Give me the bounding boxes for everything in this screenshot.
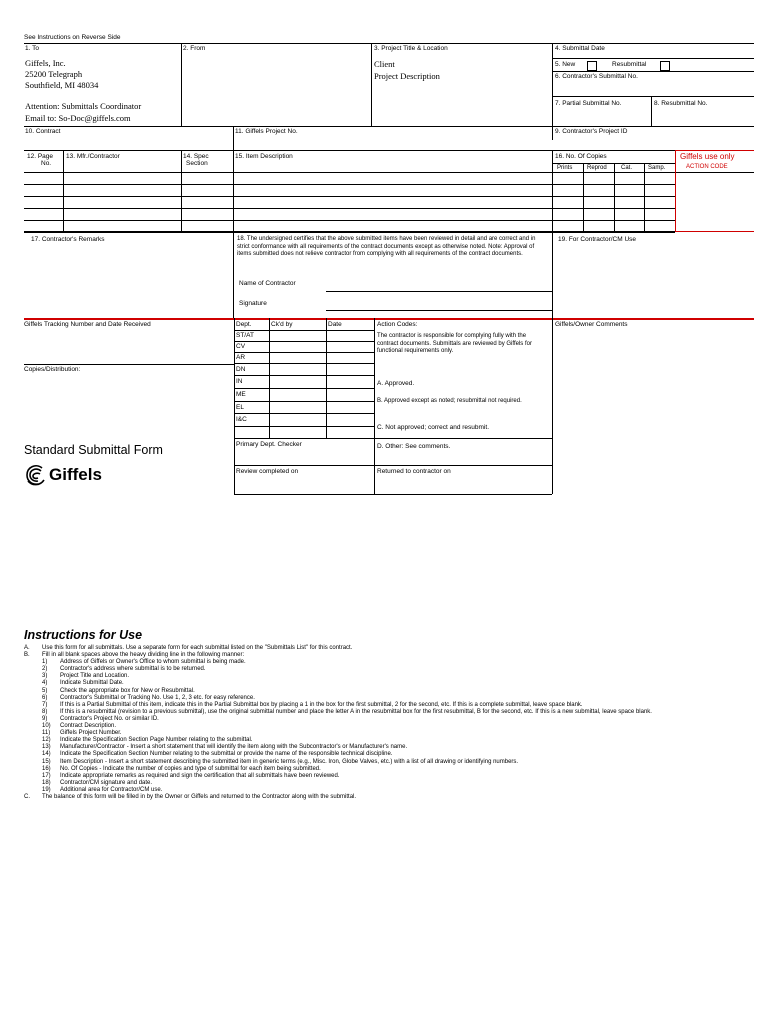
- new-label: 5. New: [555, 61, 576, 68]
- action-code-c: C. Not approved; correct and resubmit.: [377, 424, 489, 431]
- instruction-key: 2): [42, 666, 48, 673]
- instruction-key: 1): [42, 659, 48, 666]
- instruction-text: Contractor/CM signature and date.: [60, 779, 153, 786]
- tracking-label: Giffels Tracking Number and Date Received: [24, 321, 151, 328]
- copies-col-samp: Samp.: [648, 165, 666, 171]
- instruction-indent: [24, 702, 42, 709]
- instruction-indent: [24, 744, 42, 751]
- instruction-text: Indicate the Specification Section Number relating to the submittal or provide the name of the responsible technical discipline.: [60, 751, 393, 758]
- project-client: Client: [374, 59, 395, 69]
- dept-el: EL: [236, 404, 244, 411]
- signature-label: Signature: [239, 300, 267, 307]
- instruction-item: [24, 751, 754, 758]
- project-label: 3. Project Title & Location: [374, 45, 448, 52]
- form-top-border: [24, 43, 754, 44]
- instruction-key: 11): [42, 730, 51, 737]
- instruction-item: [24, 695, 754, 702]
- instruction-indent: [24, 730, 42, 737]
- heavy-dividing-line: [24, 318, 754, 320]
- instruction-key: 4): [42, 680, 48, 687]
- to-line-2: 25200 Telegraph: [25, 69, 83, 79]
- instruction-key: 16): [42, 765, 51, 772]
- instruction-indent: [24, 659, 42, 666]
- instruction-item: [24, 766, 754, 773]
- instruction-key: 19): [42, 786, 51, 793]
- resubmittal-no-label: 8. Resubmittal No.: [654, 100, 708, 107]
- instruction-indent: [24, 737, 42, 744]
- instruction-text: Contractor's Project No. or similar ID.: [60, 715, 159, 722]
- instruction-key: 12): [42, 737, 51, 744]
- project-description: Project Description: [374, 71, 440, 81]
- instruction-item: [24, 716, 754, 723]
- instruction-text: Contract Description.: [60, 723, 117, 730]
- returned-to-contractor-label: Returned to contractor on: [377, 468, 451, 475]
- name-of-contractor-label: Name of Contractor: [239, 280, 296, 287]
- instruction-key: 5): [42, 687, 48, 694]
- instruction-text: Contractor's address where submittal is to be returned.: [60, 666, 206, 673]
- action-codes-intro: The contractor is responsible for complying fully with the contract documents. Submittals are reviewed by Giffels for functional requirements only.: [377, 333, 532, 354]
- dept-in: IN: [236, 378, 243, 385]
- item-desc-header: 15. Item Description: [235, 153, 293, 160]
- instruction-text: Indicate Submittal Date.: [60, 680, 124, 687]
- instruction-item: [24, 759, 754, 766]
- dept-stat: ST/AT: [236, 332, 254, 339]
- instruction-key: 9): [42, 715, 48, 722]
- instruction-text: Indicate the Specification Section Page Number relating to the submittal.: [60, 737, 253, 744]
- owner-comments-label: Giffels/Owner Comments: [555, 321, 628, 328]
- instruction-item: [24, 652, 754, 659]
- giffels-use-only: Giffels use only: [680, 152, 735, 161]
- dept-cv: CV: [236, 343, 246, 350]
- date-header: Date: [328, 321, 342, 328]
- certification-text: 18. The undersigned certifies that the above submitted items have been reviewed in detail and are correct and in strict conformance with all requirements of the contract documents except as otherwise noted. Note: Approval of items submitted does not relieve contractor from complying with all requirements of the contract documents.: [237, 236, 536, 257]
- copies-distribution-label: Copies/Distribution:: [24, 366, 81, 373]
- logo-text: Giffels: [49, 465, 102, 484]
- instruction-item: [24, 659, 754, 666]
- dept-ic: I&C: [236, 416, 247, 423]
- instruction-item: [24, 666, 754, 673]
- instruction-indent: [24, 688, 42, 695]
- signature-line[interactable]: [326, 310, 552, 311]
- copies-col-cat: Cat.: [621, 165, 633, 171]
- instruction-key: 8): [42, 708, 48, 715]
- copies-col-prints: Prints: [557, 165, 573, 171]
- instruction-indent: [24, 766, 42, 773]
- contractor-submittal-no-label: 6. Contractor's Submittal No.: [555, 73, 638, 80]
- instruction-indent: [24, 666, 42, 673]
- instruction-text: Indicate appropriate remarks as required and sign the certification that all submittals have been reviewed.: [60, 772, 340, 779]
- instruction-text: No. Of Copies - Indicate the number of copies and type of submittal for each item being submitted.: [60, 765, 321, 772]
- instruction-key: 15): [42, 758, 51, 765]
- instruction-item: [24, 737, 754, 744]
- instruction-indent: [24, 773, 42, 780]
- instruction-indent: [24, 723, 42, 730]
- instruction-text: Fill in all blank spaces above the heavy dividing line in the following manner:: [42, 652, 245, 659]
- instruction-item: [24, 645, 754, 652]
- contract-label: 10. Contract: [25, 128, 61, 135]
- instructions-list: [24, 645, 754, 801]
- ckd-by-header: Ck'd by: [271, 321, 293, 328]
- from-field[interactable]: [182, 55, 370, 125]
- remarks-label: 17. Contractor's Remarks: [31, 236, 105, 243]
- giffels-logo-icon: [24, 464, 46, 486]
- instruction-item: [24, 780, 754, 787]
- instruction-text: If this is a resubmittal (revision to a previous submittal), use the original submittal number and place the letter A in the resubmittal box for the first resubmittal, B for the second, etc. If this is a new submittal, leave space blank.: [60, 708, 652, 715]
- instruction-indent: [24, 751, 42, 758]
- to-email: Email to: So-Doc@giffels.com: [25, 113, 131, 123]
- instruction-indent: [24, 709, 42, 716]
- instruction-text: Additional area for Contractor/CM use.: [60, 786, 163, 793]
- instruction-item: [24, 680, 754, 687]
- instruction-key: C.: [24, 793, 30, 800]
- instruction-text: Address of Giffels or Owner's Office to whom submittal is being made.: [60, 659, 246, 666]
- instruction-key: 18): [42, 779, 51, 786]
- resubmittal-label: Resubmittal: [612, 61, 647, 68]
- submittal-date-label: 4. Submittal Date: [555, 45, 605, 52]
- primary-checker-label: Primary Dept. Checker: [236, 441, 302, 448]
- instruction-item: [24, 723, 754, 730]
- name-of-contractor-line[interactable]: [326, 291, 552, 292]
- resubmittal-checkbox[interactable]: [660, 61, 670, 71]
- dept-dn: DN: [236, 366, 246, 373]
- instruction-key: 3): [42, 673, 48, 680]
- instruction-text: Project Title and Location.: [60, 673, 130, 680]
- instruction-item: [24, 730, 754, 737]
- header-note: See Instructions on Reverse Side: [24, 34, 121, 41]
- item-rows-area[interactable]: [24, 173, 675, 230]
- instruction-key: 6): [42, 694, 48, 701]
- instructions-title: Instructions for Use: [24, 628, 143, 642]
- instruction-key: B.: [24, 652, 30, 659]
- form-title: Standard Submittal Form: [24, 443, 163, 457]
- contractor-project-id-label: 9. Contractor's Project ID: [555, 128, 628, 135]
- from-label: 2. From: [183, 45, 206, 52]
- instruction-indent: [24, 759, 42, 766]
- action-code-d: D. Other: See comments.: [377, 443, 451, 450]
- instruction-item: [24, 688, 754, 695]
- instruction-key: 10): [42, 723, 51, 730]
- instruction-key: 17): [42, 772, 51, 779]
- instruction-indent: [24, 673, 42, 680]
- instruction-indent: [24, 680, 42, 687]
- page-no-header: 12. Page: [27, 153, 54, 160]
- action-code-a: A. Approved.: [377, 380, 415, 387]
- action-code-header: ACTION CODE: [686, 164, 728, 170]
- instruction-indent: [24, 780, 42, 787]
- instruction-indent: [24, 716, 42, 723]
- instruction-text: Giffels Project Number.: [60, 730, 122, 737]
- for-contractor-cm-label: 19. For Contractor/CM Use: [558, 236, 637, 243]
- review-completed-label: Review completed on: [236, 468, 299, 475]
- giffels-logo: [24, 464, 102, 486]
- instruction-key: 14): [42, 751, 51, 758]
- copies-header: 16. No. Of Copies: [555, 153, 607, 160]
- instruction-text: Item Description - Insert a short statement describing the submitted item in generic terms (e.g., Misc. Iron, Globe Valves, etc.) with a list of all drawing or identifying numbers.: [60, 758, 519, 765]
- instruction-text: Contractor's Submittal or Tracking No. Use 1, 2, 3 etc. for easy reference.: [60, 694, 255, 701]
- instruction-text: Check the appropriate box for New or Resubmittal.: [60, 687, 195, 694]
- to-line-1: Giffels, Inc.: [25, 58, 66, 68]
- instruction-item: [24, 709, 754, 716]
- copies-col-reprod: Reprod: [587, 165, 607, 171]
- to-line-3: Southfield, MI 48034: [25, 80, 99, 90]
- dept-ar: AR: [236, 354, 246, 361]
- action-codes-title: Action Codes:: [377, 321, 418, 328]
- instruction-item: [24, 744, 754, 751]
- to-label: 1. To: [25, 45, 39, 52]
- giffels-project-no-label: 11. Giffels Project No.: [235, 128, 298, 135]
- instruction-item: [24, 702, 754, 709]
- owner-comments-field[interactable]: [553, 330, 753, 430]
- instruction-text: The balance of this form will be filled in by the Owner or Giffels and returned to the Contractor along with the submittal.: [42, 793, 357, 800]
- instruction-item: [24, 794, 754, 801]
- instruction-indent: [24, 695, 42, 702]
- instruction-text: If this is a Partial Submittal of this item, indicate this in the Partial Submittal box by placing a 1 in the box for the first submittal, 2 for the second, etc. If this is a complete submittal, leave space blank.: [60, 701, 583, 708]
- partial-submittal-no-label: 7. Partial Submittal No.: [555, 100, 622, 107]
- instruction-text: Manufacturer/Contractor - Insert a short statement that will identify the item along with the Subcontractor's or Manufacturer's name.: [60, 744, 408, 751]
- instruction-item: [24, 673, 754, 680]
- action-code-b: B. Approved except as noted; resubmittal not required.: [377, 398, 522, 404]
- spec-header: 14. Spec: [183, 153, 209, 160]
- instruction-item: [24, 787, 754, 794]
- instruction-key: 7): [42, 701, 48, 708]
- instruction-text: Use this form for all submittals. Use a separate form for each submittal listed on the "Submittals List" for this contract.: [42, 645, 353, 651]
- dept-me: ME: [236, 391, 246, 398]
- to-attention: Attention: Submittals Coordinator: [25, 101, 142, 111]
- instruction-key: 13): [42, 744, 51, 751]
- dept-header: Dept.: [236, 321, 252, 328]
- mfr-header: 13. Mfr./Contractor: [66, 153, 120, 160]
- instruction-key: A.: [24, 645, 30, 651]
- instruction-indent: [24, 787, 42, 794]
- instruction-item: [24, 773, 754, 780]
- new-checkbox[interactable]: [587, 61, 597, 71]
